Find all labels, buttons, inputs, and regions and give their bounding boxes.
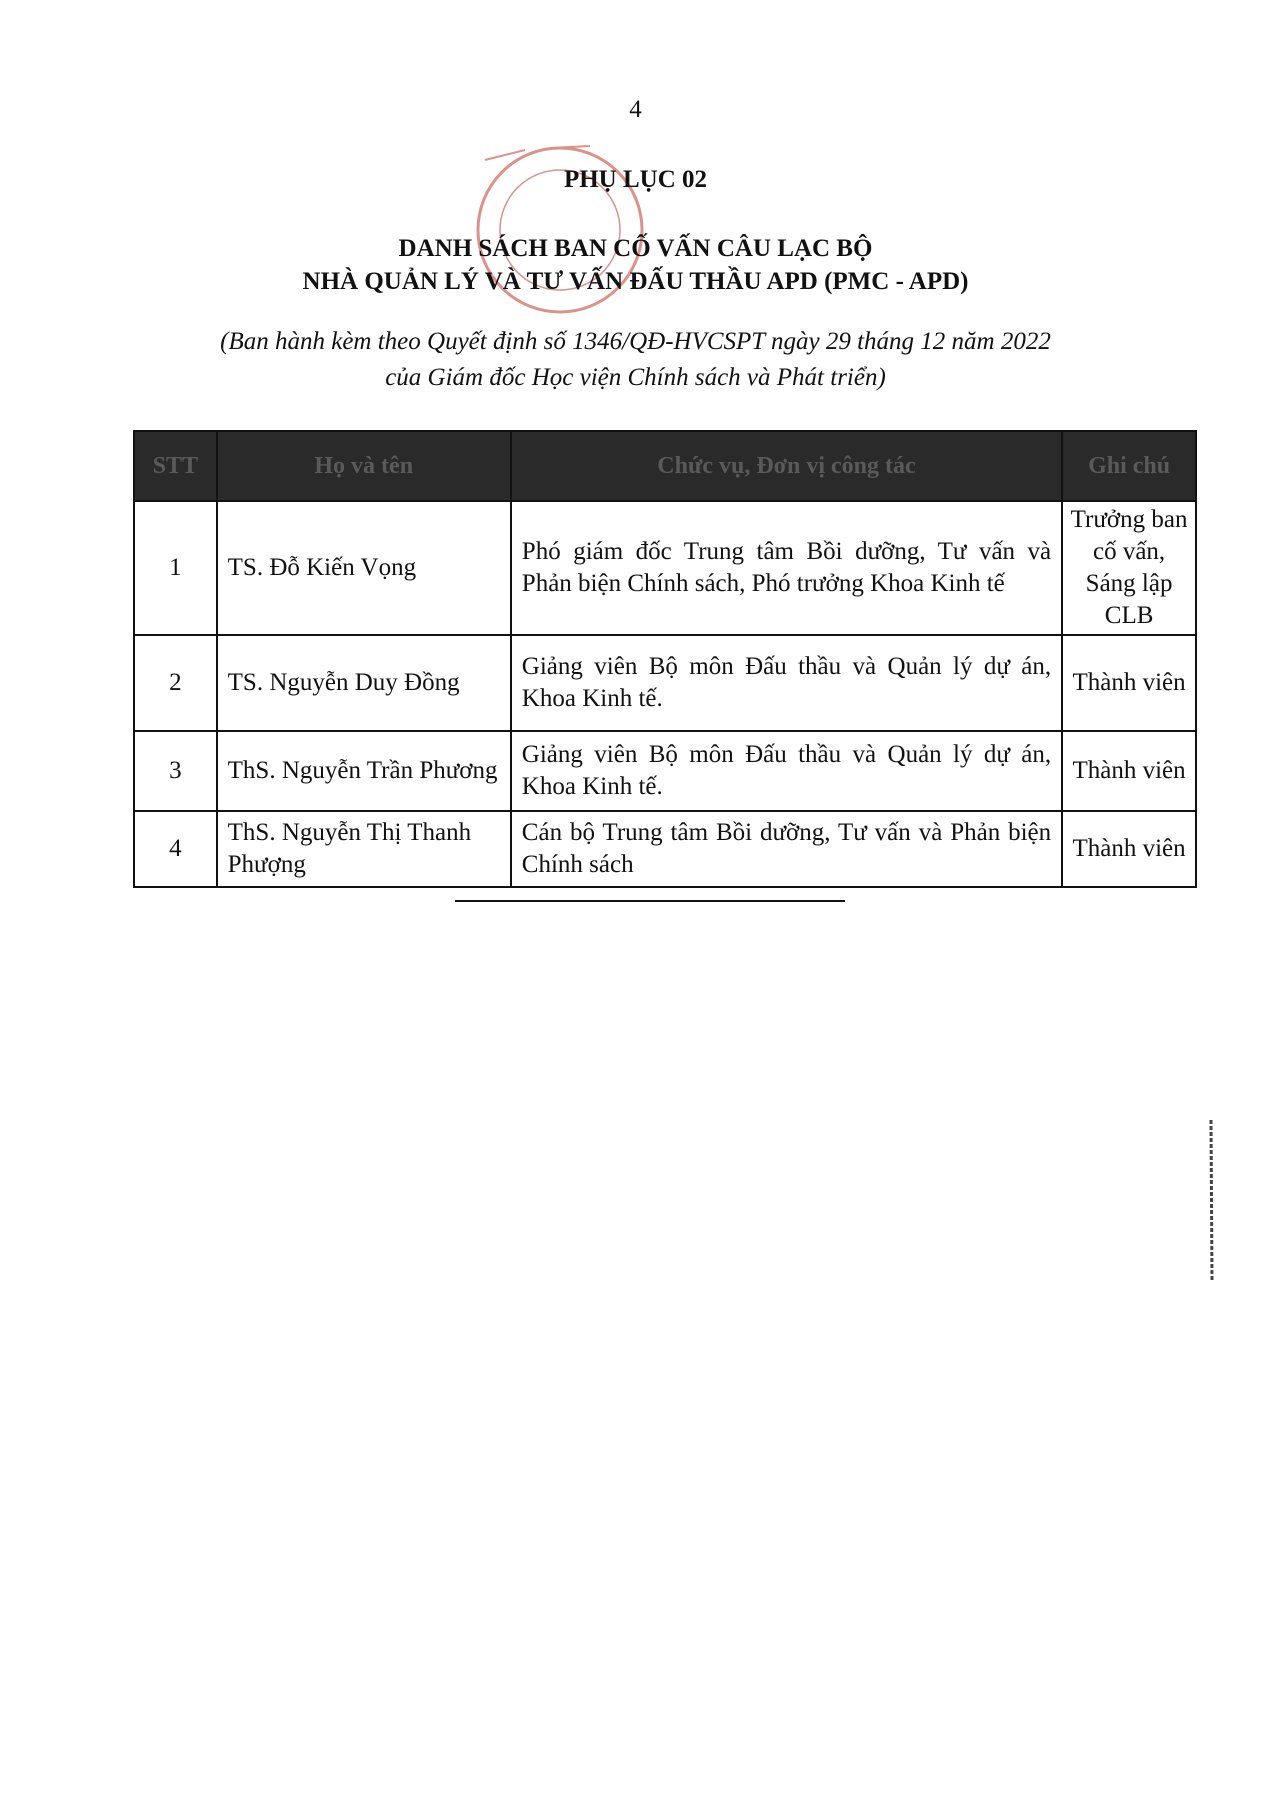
appendix-title: PHỤ LỤC 02	[563, 166, 708, 193]
cell-position: Phó giám đốc Trung tâm Bồi dưỡng, Tư vấn và Phản biện Chính sách, Phó trưởng Khoa Kinh tế	[511, 501, 1062, 635]
cell-stt: 4	[134, 811, 217, 887]
cell-stt: 2	[134, 635, 217, 731]
cell-name: TS. Nguyễn Duy Đồng	[217, 635, 511, 731]
list-title-line1: DANH SÁCH BAN CỐ VẤN CÂU LẠC BỘ	[398, 235, 873, 262]
scan-artifact	[1206, 1120, 1216, 1280]
cell-note: Thành viên	[1062, 731, 1196, 811]
issued-note	[0, 324, 1271, 396]
header-stt: STT	[134, 431, 217, 501]
header-note: Ghi chú	[1062, 431, 1196, 501]
table-header-row	[134, 431, 1196, 501]
table-row	[134, 731, 1196, 811]
issued-line1: (Ban hành kèm theo Quyết định số 1346/QĐ-HVCSPT ngày 29 tháng 12 năm 2022	[220, 328, 1051, 355]
cell-position: Giảng viên Bộ môn Đấu thầu và Quản lý dự án, Khoa Kinh tế.	[511, 731, 1062, 811]
cell-note: Trưởng ban cố vấn, Sáng lập CLB	[1062, 501, 1196, 635]
list-title-line2: NHÀ QUẢN LÝ VÀ TƯ VẤN ĐẤU THẦU APD (PMC - APD)	[302, 268, 969, 295]
cell-name: ThS. Nguyễn Thị Thanh Phượng	[217, 811, 511, 887]
cell-position: Cán bộ Trung tâm Bồi dưỡng, Tư vấn và Phản biện Chính sách	[511, 811, 1062, 887]
cell-note: Thành viên	[1062, 635, 1196, 731]
cell-stt: 3	[134, 731, 217, 811]
table-row	[134, 501, 1196, 635]
list-title	[0, 232, 1271, 298]
advisory-board-table	[133, 430, 1197, 888]
header-name: Họ và tên	[217, 431, 511, 501]
cell-stt: 1	[134, 501, 217, 635]
header-position: Chức vụ, Đơn vị công tác	[511, 431, 1062, 501]
end-divider	[455, 900, 845, 902]
cell-position: Giảng viên Bộ môn Đấu thầu và Quản lý dự án, Khoa Kinh tế.	[511, 635, 1062, 731]
cell-note: Thành viên	[1062, 811, 1196, 887]
table-row	[134, 811, 1196, 887]
page-number: 4	[629, 96, 642, 123]
table-row	[134, 635, 1196, 731]
cell-name: TS. Đỗ Kiến Vọng	[217, 501, 511, 635]
issued-line2: của Giám đốc Học viện Chính sách và Phát triển)	[385, 364, 886, 391]
cell-name: ThS. Nguyễn Trần Phương	[217, 731, 511, 811]
